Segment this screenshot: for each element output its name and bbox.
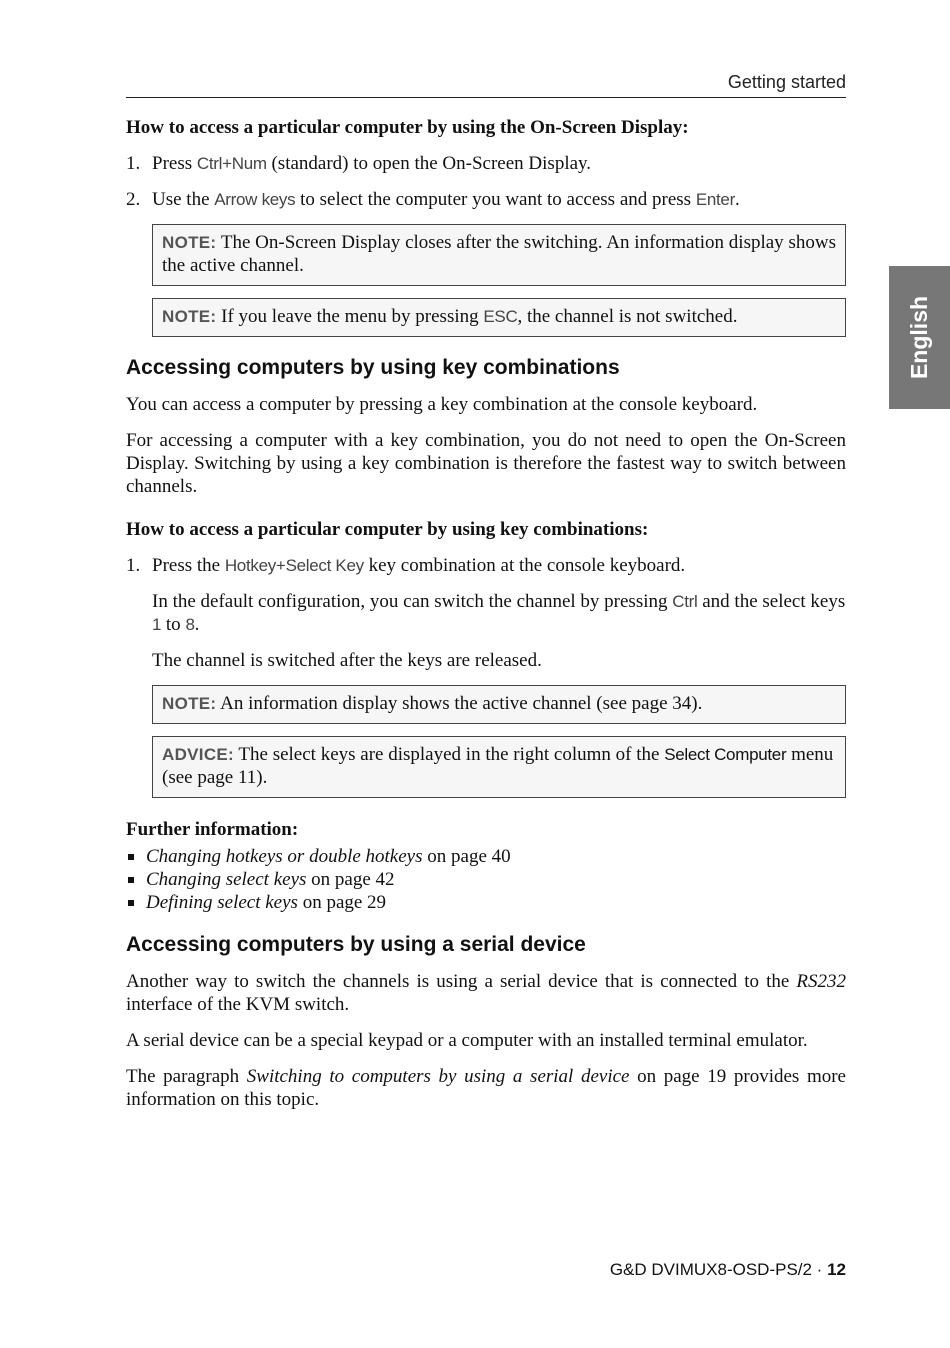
key-label: Enter <box>695 190 735 209</box>
language-tab-label: English <box>906 295 932 380</box>
osd-step-1 <box>126 152 846 175</box>
osd-access-heading: How to access a particular computer by using the On-Screen Display: <box>126 117 689 138</box>
paragraph: You can access a computer by pressing a key combination at the console keyboard. <box>126 394 758 415</box>
para-text: and the select keys <box>697 591 846 612</box>
further-info-list <box>126 845 846 914</box>
key-combo-steps <box>126 554 846 577</box>
page-ref: on page 42 <box>306 869 395 890</box>
note-label: NOTE: <box>162 307 217 326</box>
section-title-serial-device: Accessing computers by using a serial device <box>126 933 586 956</box>
key-label: Ctrl+Num <box>196 154 267 173</box>
advice-text: The select keys are displayed in the right column of the <box>234 744 665 765</box>
step-text: (standard) to open the On-Screen Display. <box>266 153 592 174</box>
note-text: An information display shows the active channel (see page 34). <box>216 693 703 714</box>
paragraph <box>126 590 846 636</box>
note-text: The On-Screen Display closes after the switching. An information display shows the active channel. <box>162 232 836 276</box>
note-label: NOTE: <box>162 233 217 252</box>
note-box <box>152 298 846 337</box>
further-info-heading: Further information: <box>126 819 299 840</box>
step-number: 1. <box>126 555 141 576</box>
para-text: . <box>194 614 200 635</box>
advice-box <box>152 736 846 798</box>
page-number: 12 <box>827 1260 846 1279</box>
cross-reference[interactable]: Switching to computers by using a serial device <box>246 1066 630 1087</box>
list-item[interactable] <box>126 891 846 914</box>
link-title[interactable]: Changing hotkeys or double hotkeys <box>146 846 423 867</box>
para-text: to <box>161 614 186 635</box>
step-text: Press <box>152 153 197 174</box>
para-text: The paragraph <box>126 1066 247 1087</box>
note-box <box>152 685 846 724</box>
step-text: Use the <box>152 189 215 210</box>
list-item[interactable] <box>126 845 846 868</box>
link-title[interactable]: Defining select keys <box>146 892 298 913</box>
advice-label: ADVICE: <box>162 745 234 764</box>
running-header <box>126 72 846 98</box>
page-content <box>126 116 846 1124</box>
para-text: In the default configuration, you can switch the channel by pressing <box>152 591 673 612</box>
link-title[interactable]: Changing select keys <box>146 869 307 890</box>
language-tab <box>889 266 950 409</box>
interface-name: RS232 <box>796 971 846 992</box>
key-label: 1 <box>152 615 162 634</box>
menu-name: Select Computer <box>664 745 787 764</box>
step-text: Press the <box>152 555 225 576</box>
key-combo-heading: How to access a particular computer by using key combinations: <box>126 519 649 540</box>
page-footer <box>126 1260 846 1280</box>
osd-step-2 <box>126 188 846 211</box>
page-ref: on page 40 <box>422 846 511 867</box>
paragraph <box>126 1065 846 1111</box>
header-section: Getting started <box>727 72 846 92</box>
step-text: to select the computer you want to access and press <box>295 189 696 210</box>
page-ref: on page 29 <box>297 892 387 913</box>
footer-product: G&D DVIMUX8-OSD-PS/2 · <box>609 1260 828 1279</box>
section-title-key-combinations: Accessing computers by using key combinations <box>126 356 620 379</box>
advice-text: menu (see page 11). <box>162 744 834 788</box>
key-label: Hotkey+Select Key <box>224 556 364 575</box>
para-text: on page 19 provides more information on this topic. <box>126 1066 846 1110</box>
key-combo-step-1 <box>126 554 846 577</box>
step-number: 1. <box>126 153 141 174</box>
bullet-icon <box>128 877 134 883</box>
note-text: If you leave the menu by pressing <box>216 306 484 327</box>
paragraph: The channel is switched after the keys are released. <box>152 650 542 671</box>
step-number: 2. <box>126 189 141 210</box>
paragraph: A serial device can be a special keypad or a computer with an installed terminal emulator. <box>126 1030 808 1051</box>
bullet-icon <box>128 854 134 860</box>
step-text: . <box>734 189 740 210</box>
key-label: ESC <box>483 307 518 326</box>
para-text: Another way to switch the channels is using a serial device that is connected to the <box>126 971 797 992</box>
paragraph: For accessing a computer with a key combination, you do not need to open the On-Screen Display. Switching by using a key combination is therefore the fastest way to switch between channels. <box>126 430 846 497</box>
paragraph <box>126 970 846 1016</box>
para-text: interface of the KVM switch. <box>126 994 350 1015</box>
bullet-icon <box>128 900 134 906</box>
key-label: Arrow keys <box>214 190 296 209</box>
list-item[interactable] <box>126 868 846 891</box>
note-text: , the channel is not switched. <box>517 306 738 327</box>
step-text: key combination at the console keyboard. <box>363 555 686 576</box>
key-label: 8 <box>185 615 195 634</box>
note-box <box>152 224 846 286</box>
osd-steps <box>126 152 846 211</box>
note-label: NOTE: <box>162 694 217 713</box>
key-label: Ctrl <box>672 592 698 611</box>
